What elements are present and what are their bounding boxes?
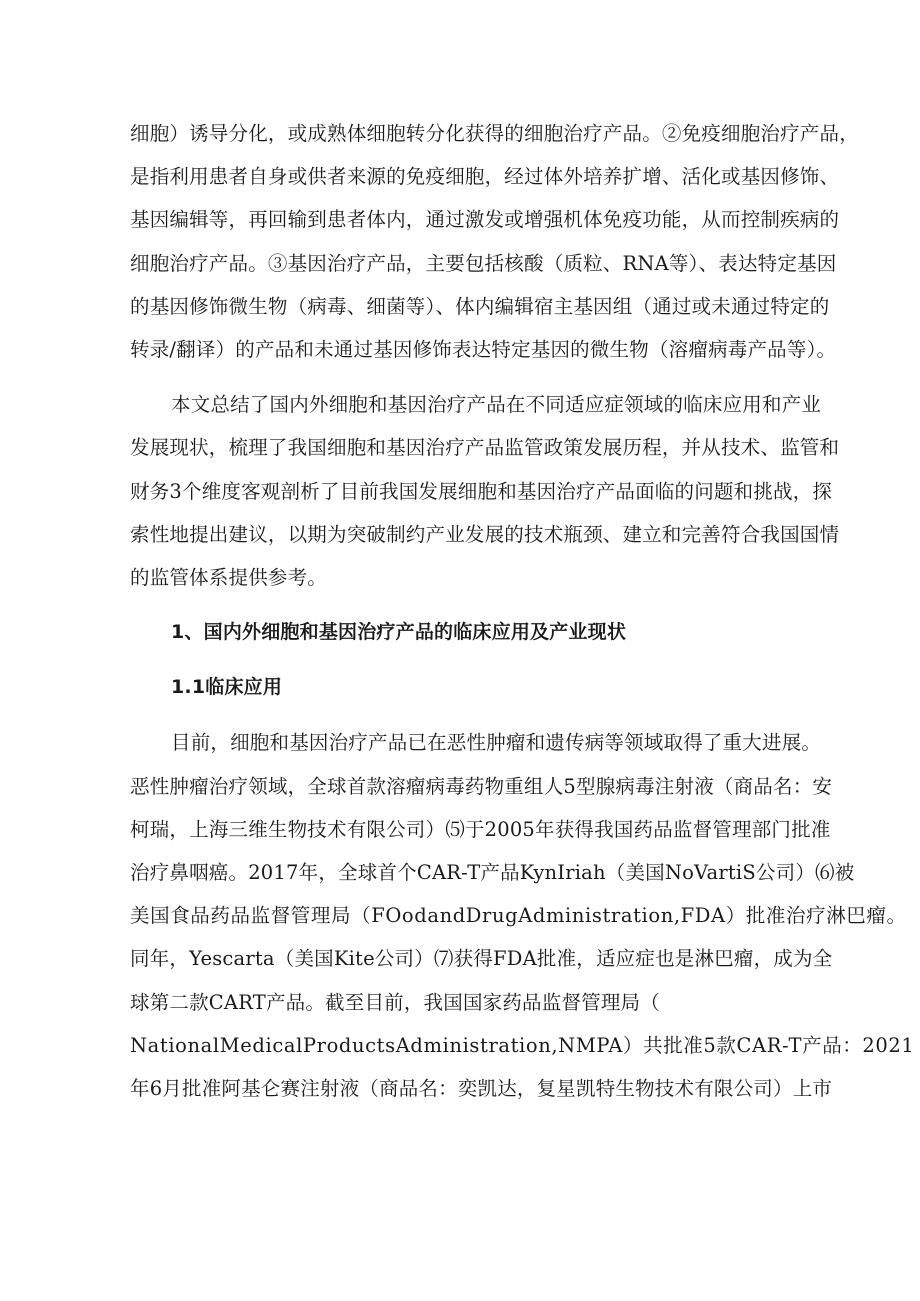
text-line: 发展现状，梳理了我国细胞和基因治疗产品监管政策发展历程，并从技术、监管和 xyxy=(130,436,840,460)
text-line: 本文总结了国内外细胞和基因治疗产品在不同适应症领域的临床应用和产业 xyxy=(171,393,822,417)
text-line: 转录/翻译）的产品和未通过基因修饰表达特定基因的微生物（溶瘤病毒产品等）。 xyxy=(130,337,837,361)
text-line: 基因编辑等，再回输到患者体内，通过激发或增强机体免疫功能，从而控制疾病的 xyxy=(130,208,840,232)
text-line: 细胞）诱导分化，或成熟体细胞转分化获得的细胞治疗产品。②免疫细胞治疗产品， xyxy=(130,122,859,145)
text-line: NationalMedicalProductsAdministration,NMPA）共批准5款CAR-T产品：2021 xyxy=(130,1033,915,1057)
subsection-heading: 1.1临床应用 xyxy=(171,676,283,699)
text-line: 的监管体系提供参考。 xyxy=(130,565,328,589)
text-line: 目前，细胞和基因治疗产品已在恶性肿瘤和遗传病等领域取得了重大进展。 xyxy=(171,731,822,755)
text-line: 美国食品药品监督管理局（FOodandDrugAdministration,FDA）批准治疗淋巴瘤。 xyxy=(130,904,907,928)
text-line: 柯瑞，上海三维生物技术有限公司）⑸于2005年获得我国药品监督管理部门批准 xyxy=(130,817,831,841)
document-page xyxy=(130,112,915,1110)
section-heading: 1、国内外细胞和基因治疗产品的临床应用及产业现状 xyxy=(171,621,627,644)
text-line: 细胞治疗产品。③基因治疗产品，主要包括核酸（质粒、RNA等）、表达特定基因 xyxy=(130,251,837,275)
text-line: 索性地提出建议，以期为突破制约产业发展的技术瓶颈、建立和完善符合我国国情 xyxy=(130,522,840,546)
text-line: 恶性肿瘤治疗领域，全球首款溶瘤病毒药物重组人5型腺病毒注射液（商品名：安 xyxy=(130,774,833,798)
text-line: 是指利用患者自身或供者来源的免疫细胞，经过体外培养扩增、活化或基因修饰、 xyxy=(130,165,840,189)
text-line: 财务3个维度客观剖析了目前我国发展细胞和基因治疗产品面临的问题和挑战，探 xyxy=(130,479,833,503)
text-line: 治疗鼻咽癌。2017年，全球首个CAR-T产品KynIriah（美国NoVartiS公司）⑹被 xyxy=(130,861,855,884)
paragraph-cell-therapy-definitions xyxy=(130,112,859,371)
paragraph-clinical-application xyxy=(130,721,915,1110)
text-line: 年6月批准阿基仑赛注射液（商品名：奕凯达，复星凯特生物技术有限公司）上市 xyxy=(130,1076,833,1100)
text-line: 同年，Yescarta（美国Kite公司）⑺获得FDA批准，适应症也是淋巴瘤，成为全 xyxy=(130,947,833,971)
paragraph-summary xyxy=(130,383,855,599)
text-line: 的基因修饰微生物（病毒、细菌等）、体内编辑宿主基因组（通过或未通过特定的 xyxy=(130,294,830,318)
text-line: 球第二款CART产品。截至目前，我国国家药品监督管理局（ xyxy=(130,990,660,1014)
